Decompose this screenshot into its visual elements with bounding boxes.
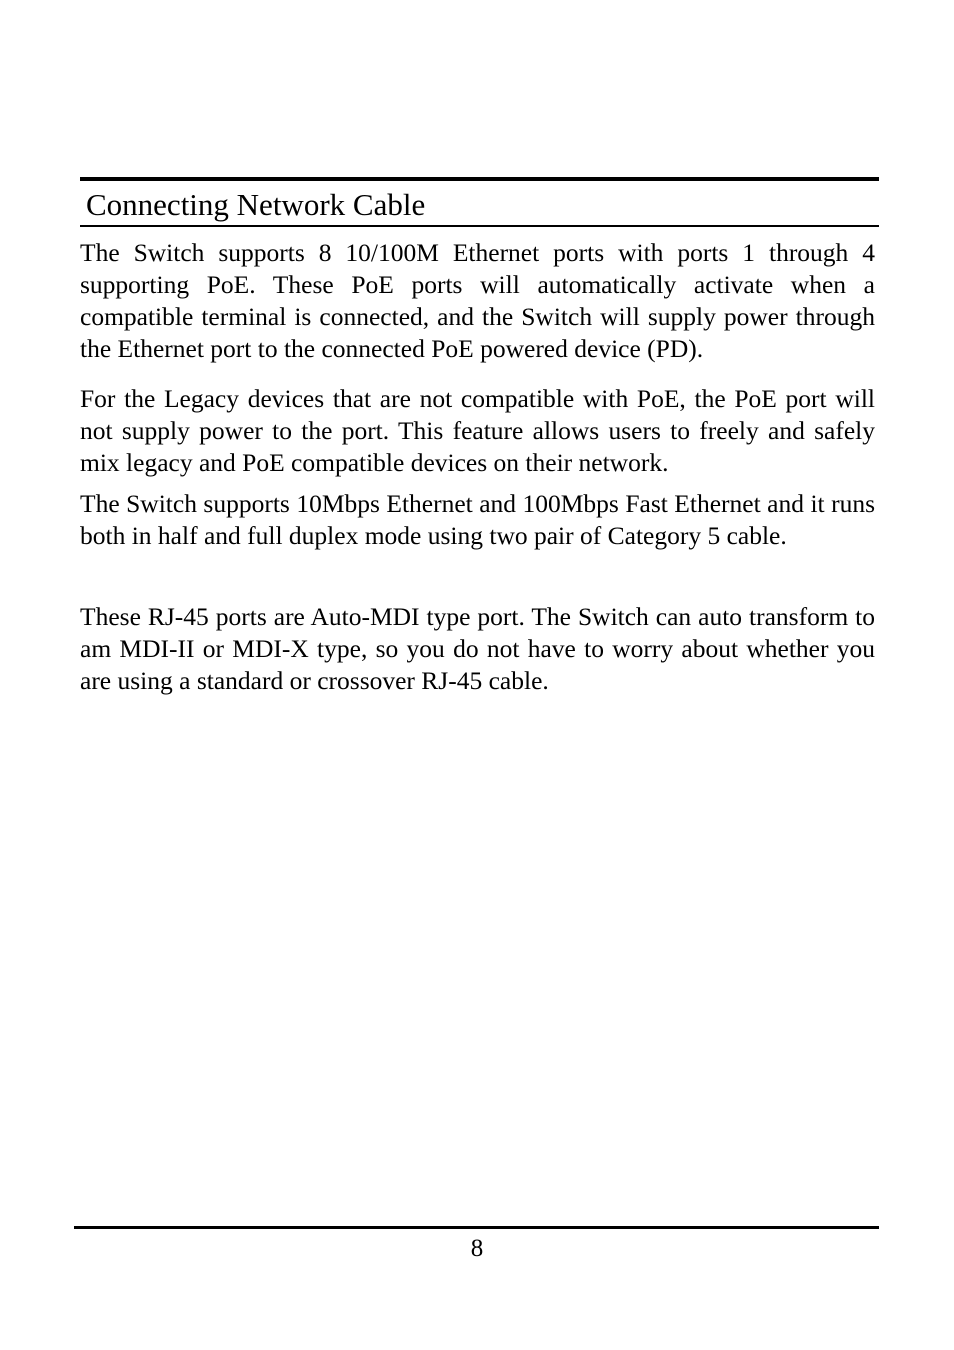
section-title: Connecting Network Cable xyxy=(86,187,426,222)
page-number: 8 xyxy=(470,1235,484,1262)
section-header xyxy=(80,177,879,227)
paragraph-auto-mdi: These RJ-45 ports are Auto-MDI type port. The Switch can auto transform to am MDI-II or MDI-X type, so you do not have to worry about whether you are using a standard or crossover RJ-45 cable. xyxy=(80,602,875,695)
paragraph-ethernet-speeds: The Switch supports 10Mbps Ethernet and 100Mbps Fast Ethernet and it runs both in half and full duplex mode using two pair of Category 5 cable. xyxy=(80,489,875,550)
paragraph-legacy-devices: For the Legacy devices that are not compatible with PoE, the PoE port will not supply power to the port. This feature allows users to freely and safely mix legacy and PoE compatible devices on their network. xyxy=(80,384,875,477)
paragraph-poe-ports: The Switch supports 8 10/100M Ethernet ports with ports 1 through 4 supporting PoE. These PoE ports will automatically activate when a compatible terminal is connected, and the Switch will supply power through the Ethernet port to the connected PoE powered device (PD). xyxy=(80,238,875,363)
footer-divider xyxy=(74,1226,879,1229)
